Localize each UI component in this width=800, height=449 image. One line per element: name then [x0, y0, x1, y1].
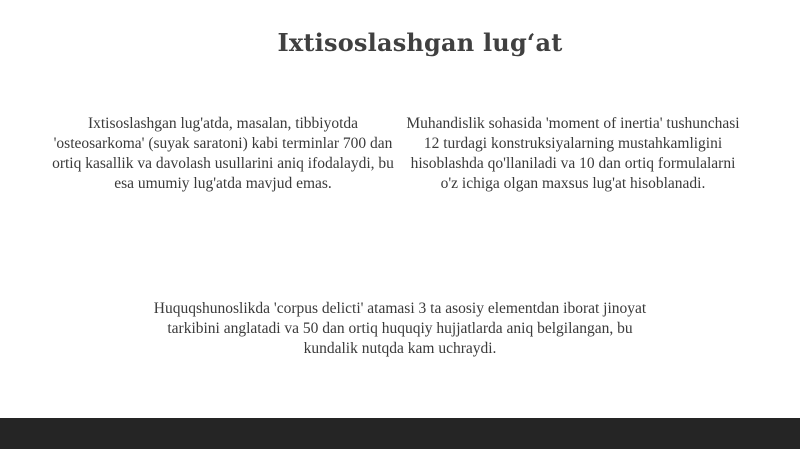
slide-title: Ixtisoslashgan lug‘at	[277, 28, 563, 57]
paragraph-medicine: Ixtisoslashgan lug'atda, masalan, tibbiyotda 'osteosarkoma' (suyak saratoni) kabi terminlar 700 dan ortiq kasallik va davolash usullarini aniq ifodalaydi, bu esa umumiy lug'atda mavjud emas.	[52, 115, 394, 192]
paragraph-engineering: Muhandislik sohasida 'moment of inertia' tushunchasi 12 turdagi konstruksiyalarning mustahkamligini hisoblashda qo'llaniladi va 10 dan ortiq formulalarni o'z ichiga olgan maxsus lug'at hisoblanadi.	[406, 115, 740, 192]
paragraph-law: Huquqshunoslikda 'corpus delicti' atamasi 3 ta asosiy elementdan iborat jinoyat tarkibini anglatadi va 50 dan ortiq huquqiy hujjatlarda aniq belgilangan, bu kundalik nutqda kam uchraydi.	[153, 300, 647, 357]
footer-bar	[0, 418, 800, 449]
